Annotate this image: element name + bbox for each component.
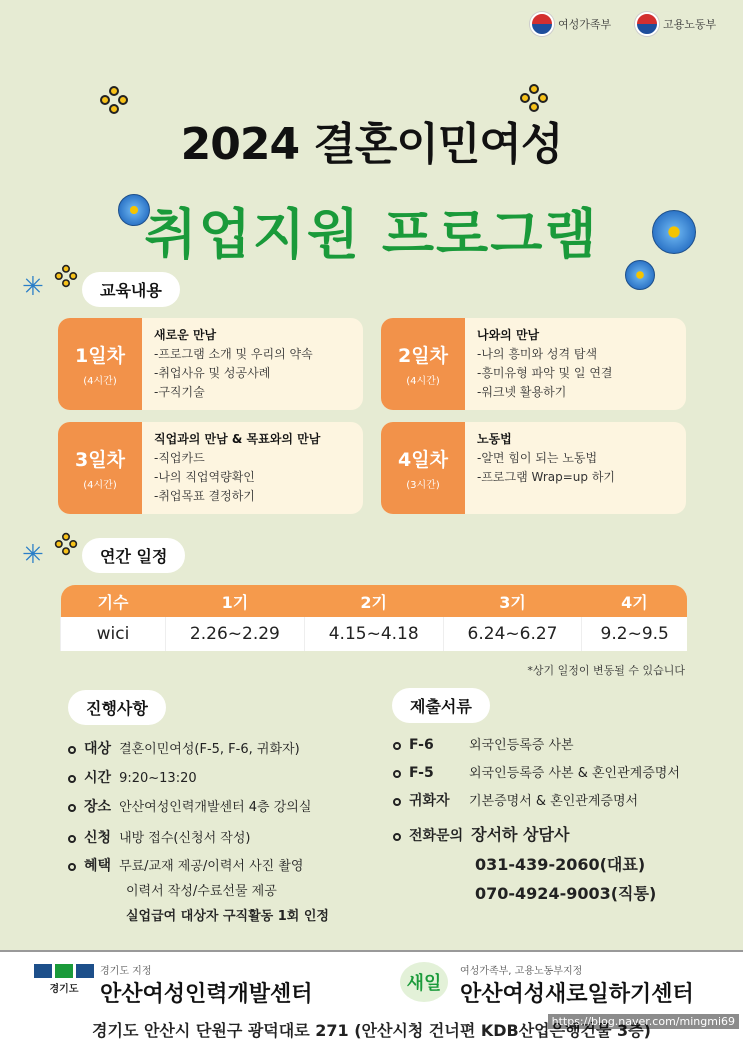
day-number: 3일차 <box>75 449 125 471</box>
day-card-2 <box>381 318 686 410</box>
detail-key: 대상 <box>84 741 112 757</box>
day-hours: (4시간) <box>83 480 117 491</box>
day-number: 1일차 <box>75 345 125 367</box>
gyeonggi-logo <box>34 964 94 995</box>
table-cell: 2.26~2.29 <box>166 617 305 651</box>
schedule-label: 연간 일정 <box>82 538 185 573</box>
table-cell: wici <box>61 617 166 651</box>
detail-benefit <box>68 855 303 875</box>
day-number: 2일차 <box>398 345 448 367</box>
doc-key: 귀화자 <box>409 793 450 809</box>
table-header: 2기 <box>304 585 443 617</box>
schedule-table <box>60 585 687 651</box>
day-title: 노동법 <box>477 432 512 446</box>
day-number: 4일차 <box>398 449 448 471</box>
detail-key: 시간 <box>84 770 112 786</box>
day-hours: (4시간) <box>406 376 440 387</box>
yellow-flower-icon <box>55 265 77 287</box>
yellow-flower-icon <box>55 533 77 555</box>
ministry-logo-mogef <box>530 12 611 36</box>
day-card-3 <box>58 422 363 514</box>
day-item: -알면 힘이 되는 노동법 <box>477 451 598 465</box>
table-cell: 6.24~6.27 <box>443 617 582 651</box>
taegeuk-icon <box>530 12 554 36</box>
schedule-note: *상기 일정이 변동될 수 있습니다 <box>527 664 685 677</box>
phone-main[interactable]: 031-439-2060(대표) <box>475 855 646 874</box>
doc-key: F-6 <box>409 737 434 753</box>
day-title: 직업과의 만남 & 목표와의 만남 <box>154 432 321 446</box>
table-cell: 4.15~4.18 <box>304 617 443 651</box>
doc-value: 외국인등록증 사본 & 혼인관계증명서 <box>469 766 680 781</box>
table-header: 1기 <box>166 585 305 617</box>
day-card-4 <box>381 422 686 514</box>
logo-text: 경기도 <box>49 984 79 995</box>
detail-value: 9:20~13:20 <box>119 771 197 786</box>
day-item: -나의 흥미와 성격 탐색 <box>477 347 598 361</box>
day-item: -취업목표 결정하기 <box>154 489 255 503</box>
ministry-name: 고용노동부 <box>663 18 717 31</box>
doc-key: F-5 <box>409 765 434 781</box>
day-item: -나의 직업역량확인 <box>154 470 255 484</box>
detail-key: 장소 <box>84 799 112 815</box>
footer <box>0 950 743 1051</box>
center-name: 안산여성새로일하기센터 <box>460 982 694 1007</box>
doc-value: 기본증명서 & 혼인관계증명서 <box>469 794 639 809</box>
table-header: 3기 <box>443 585 582 617</box>
day-item: -직업카드 <box>154 451 205 465</box>
day-hours: (4시간) <box>83 376 117 387</box>
day-item: -구직기술 <box>154 385 205 399</box>
day-card-1 <box>58 318 363 410</box>
details-label: 진행사항 <box>68 690 166 725</box>
title-line-2: 취업지원 프로그램 <box>144 203 599 266</box>
doc-naturalized <box>393 790 638 810</box>
day-item: -흥미유형 파악 및 일 연결 <box>477 366 613 380</box>
sparkle-icon: ✳ <box>22 540 44 570</box>
table-header-row <box>61 585 688 617</box>
day-item: -취업사유 및 성공사례 <box>154 366 271 380</box>
detail-key: 혜택 <box>84 858 112 874</box>
title-line-1: 2024 결혼이민여성 <box>180 119 563 170</box>
day-title: 나와의 만남 <box>477 328 540 342</box>
ministry-logo-moel <box>635 12 716 36</box>
detail-key: 신청 <box>84 830 112 846</box>
center-name: 안산여성인력개발센터 <box>100 982 313 1007</box>
table-cell: 9.2~9.5 <box>582 617 687 651</box>
day-hours: (3시간) <box>406 480 440 491</box>
detail-value: 무료/교재 제공/이력서 사진 촬영 <box>119 859 304 874</box>
address: 경기도 안산시 단원구 광덕대로 271 (안산시청 건너편 KDB산업은행건물 3층) <box>92 1021 651 1040</box>
table-row <box>61 617 688 651</box>
day-title: 새로운 만남 <box>154 328 217 342</box>
benefit-line-2: 이력서 작성/수료선물 제공 <box>126 884 277 899</box>
day-item: -프로그램 Wrap=up 하기 <box>477 470 616 484</box>
phone-direct[interactable]: 070-4924-9003(직통) <box>475 884 657 903</box>
detail-target <box>68 738 300 758</box>
benefit-line-3: 실업급여 대상자 구직활동 1회 인정 <box>126 909 329 924</box>
detail-value: 내방 접수(신청서 작성) <box>119 831 251 846</box>
contact-key: 전화문의 <box>409 828 464 844</box>
center-sub: 경기도 지정 <box>100 966 152 977</box>
left-center <box>100 962 313 1008</box>
detail-value: 안산여성인력개발센터 4층 강의실 <box>119 800 312 815</box>
detail-place <box>68 796 311 816</box>
table-header: 기수 <box>61 585 166 617</box>
blog-watermark: https://blog.naver.com/mingmi69 <box>548 1014 739 1029</box>
sparkle-icon: ✳ <box>22 272 44 302</box>
saeil-logo: 새일 <box>400 962 448 1002</box>
taegeuk-icon <box>635 12 659 36</box>
detail-time <box>68 767 197 787</box>
detail-value: 결혼이민여성(F-5, F-6, 귀화자) <box>119 742 300 757</box>
center-sub: 여성가족부, 고용노동부지정 <box>460 966 583 977</box>
doc-value: 외국인등록증 사본 <box>469 738 574 753</box>
contact <box>393 822 569 845</box>
right-center <box>460 962 694 1008</box>
doc-f5 <box>393 762 680 781</box>
table-header: 4기 <box>582 585 687 617</box>
day-item: -워크넷 활용하기 <box>477 385 567 399</box>
ministry-name: 여성가족부 <box>558 18 612 31</box>
detail-apply <box>68 827 251 847</box>
contact-name: 장서하 상담사 <box>471 825 570 844</box>
day-item: -프로그램 소개 및 우리의 약속 <box>154 347 313 361</box>
documents-label: 제출서류 <box>392 688 490 723</box>
gyeonggi-logo-icon <box>34 964 94 978</box>
doc-f6 <box>393 734 574 753</box>
education-label: 교육내용 <box>82 272 180 307</box>
